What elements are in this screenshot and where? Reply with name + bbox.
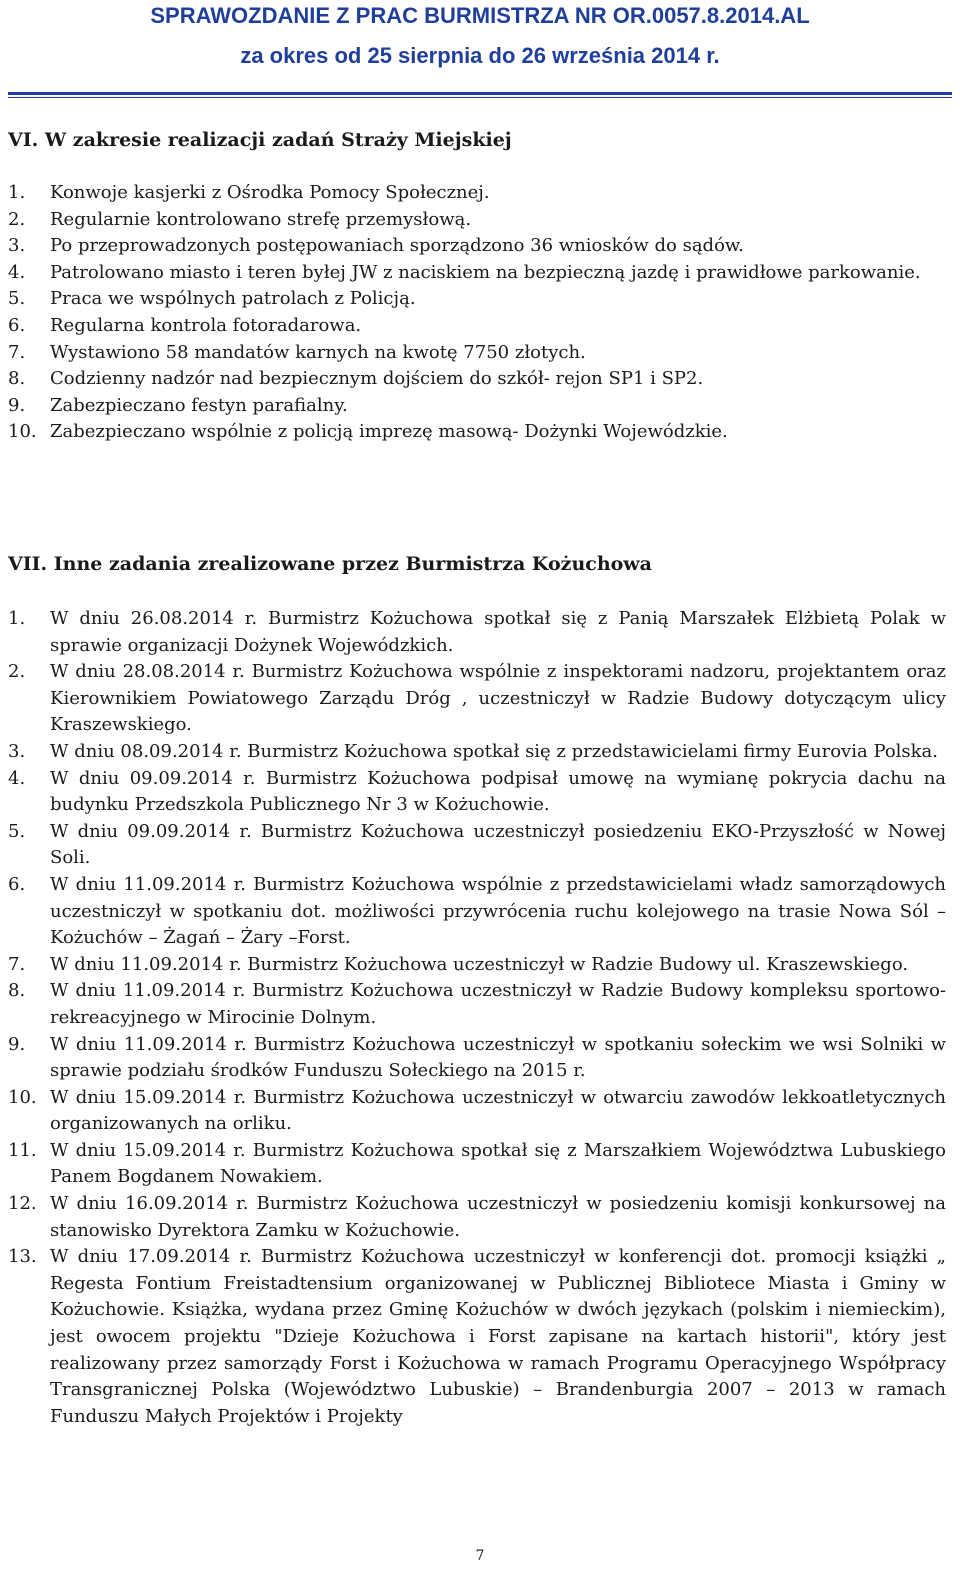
list-item-text: W dniu 11.09.2014 r. Burmistrz Kożuchowa wspólnie z przedstawicielami władz samorządowych uczestniczył w spotkaniu dot. możliwości przywrócenia ruchu kolejowego na trasie Nowa Sól – Kożuchów – Żagań – Żary –Forst. (50, 873, 946, 949)
list-item (8, 766, 946, 819)
list-item-number: 13. (8, 1246, 37, 1268)
list-item-text: W dniu 16.09.2014 r. Burmistrz Kożuchowa uczestniczył w posiedzeniu komisji konkursowej na stanowisko Dyrektora Zamku w Kożuchowie. (50, 1193, 946, 1241)
list-item-text: Praca we wspólnych patrolach z Policją. (50, 288, 416, 310)
list-item (8, 1032, 946, 1085)
list-item-number: 10. (8, 421, 37, 443)
list-item-text: W dniu 26.08.2014 r. Burmistrz Kożuchowa spotkał się z Panią Marszałek Elżbietą Polak w sprawie organizacji Dożynek Wojewódzkich. (50, 608, 946, 656)
list-item (8, 313, 946, 340)
list-item-number: 7. (8, 953, 26, 975)
list-item (8, 366, 946, 393)
list-item (8, 606, 946, 659)
list-item-text: W dniu 17.09.2014 r. Burmistrz Kożuchowa uczestniczył w konferencji dot. promocji książki „ Regesta Fontium Freistadtensium organizowanej w Publicznej Bibliotece Miasta i Gminy w Kożuchowie. Książka, wydana przez Gminę Kożuchów w dwóch językach (polskim i niemieckim), jest owocem projektu "Dzieje Kożuchowa i Forst zapisane na kartach historii", który jest realizowany przez samorządy Forst i Kożuchowa w ramach Programu Operacyjnego Współpracy Transgranicznej Polska (Województwo Lubuskie) – Brandenburgia 2007 – 2013 w ramach Funduszu Małych Projektów i Projekty (50, 1246, 946, 1427)
list-item-number: 11. (8, 1139, 37, 1161)
list-item-text: W dniu 15.09.2014 r. Burmistrz Kożuchowa uczestniczył w otwarciu zawodów lekkoatletycznych organizowanych na orliku. (50, 1086, 946, 1135)
list-item-text: Zabezpieczano festyn parafialny. (50, 394, 348, 416)
list-item-text: Po przeprowadzonych postępowaniach sporządzono 36 wniosków do sądów. (50, 235, 744, 257)
list-item (8, 872, 946, 952)
section-7-heading: VII. Inne zadania zrealizowane przez Burmistrza Kożuchowa (8, 553, 652, 575)
list-item-number: 4. (8, 261, 26, 283)
list-item (8, 419, 946, 446)
list-item-text: Codzienny nadzór nad bezpiecznym dojściem do szkół- rejon SP1 i SP2. (50, 368, 704, 390)
list-item (8, 260, 946, 287)
section-6-heading: VI. W zakresie realizacji zadań Straży Miejskiej (8, 129, 512, 151)
list-item-text: W dniu 09.09.2014 r. Burmistrz Kożuchowa podpisał umowę na wymianę pokrycia dachu na budynku Przedszkola Publicznego Nr 3 w Kożuchowie. (50, 767, 946, 816)
list-item (8, 739, 946, 766)
page-number: 7 (475, 1548, 485, 1564)
list-item (8, 952, 946, 979)
list-item-number: 5. (8, 820, 26, 842)
list-item-number: 7. (8, 341, 26, 363)
list-item (8, 659, 946, 739)
list-item-text: Konwoje kasjerki z Ośrodka Pomocy Społecznej. (50, 182, 490, 203)
list-item-number: 6. (8, 873, 26, 895)
list-item-number: 3. (8, 740, 26, 762)
list-item-number: 1. (8, 182, 26, 203)
list-item-number: 1. (8, 608, 26, 629)
list-item-text: W dniu 11.09.2014 r. Burmistrz Kożuchowa uczestniczył w spotkaniu sołeckim we wsi Solniki w sprawie podziału środków Funduszu Sołeckiego na 2015 r. (50, 1033, 946, 1082)
list-item-number: 4. (8, 767, 26, 789)
list-item (8, 1191, 946, 1244)
list-item (8, 1244, 946, 1430)
list-item (8, 233, 946, 260)
list-item-text: Zabezpieczano wspólnie z policją imprezę masową- Dożynki Wojewódzkie. (50, 421, 728, 443)
list-item-text: Regularnie kontrolowano strefę przemysłową. (50, 208, 472, 230)
list-item (8, 978, 946, 1031)
list-item-text: W dniu 11.09.2014 r. Burmistrz Kożuchowa uczestniczył w Radzie Budowy ul. Kraszewskiego. (50, 953, 909, 975)
list-item-text: W dniu 09.09.2014 r. Burmistrz Kożuchowa uczestniczył posiedzeniu EKO-Przyszłość w Nowej Soli. (50, 820, 946, 869)
list-item (8, 393, 946, 420)
section-7-list (8, 606, 946, 1430)
list-item-number: 10. (8, 1086, 37, 1108)
list-item-text: Regularna kontrola fotoradarowa. (50, 314, 362, 336)
list-item (8, 1138, 946, 1191)
list-item (8, 1085, 946, 1138)
header-rule (8, 92, 952, 95)
list-item-number: 8. (8, 980, 26, 1002)
list-item (8, 340, 946, 367)
list-item-number: 9. (8, 1033, 26, 1055)
list-item-number: 5. (8, 288, 26, 310)
section-6-list (8, 180, 946, 446)
list-item-number: 9. (8, 394, 26, 416)
list-item-number: 2. (8, 208, 26, 230)
list-item-number: 2. (8, 661, 26, 683)
list-item-text: Wystawiono 58 mandatów karnych na kwotę 7750 złotych. (50, 341, 586, 363)
report-period: za okres od 25 sierpnia do 26 września 2014 r. (240, 43, 720, 68)
report-title: SPRAWOZDANIE Z PRAC BURMISTRZA NR OR.0057.8.2014.AL (150, 3, 810, 28)
list-item-text: W dniu 28.08.2014 r. Burmistrz Kożuchowa wspólnie z inspektorami nadzoru, projektantem oraz Kierownikiem Powiatowego Zarządu Dróg , uczestniczył w Radzie Budowy dotyczącym ulicy Kraszewskiego. (50, 661, 946, 736)
list-item-number: 8. (8, 368, 26, 390)
header-rule-thin (8, 97, 952, 98)
list-item-text: Patrolowano miasto i teren byłej JW z naciskiem na bezpieczną jazdę i prawidłowe parkowanie. (50, 261, 921, 283)
list-item (8, 286, 946, 313)
list-item-text: W dniu 15.09.2014 r. Burmistrz Kożuchowa spotkał się z Marszałkiem Województwa Lubuskiego Panem Bogdanem Nowakiem. (50, 1139, 946, 1188)
list-item-number: 6. (8, 314, 26, 336)
list-item-number: 12. (8, 1193, 37, 1215)
list-item (8, 819, 946, 872)
list-item (8, 180, 946, 207)
list-item-number: 3. (8, 235, 26, 257)
list-item-text: W dniu 11.09.2014 r. Burmistrz Kożuchowa uczestniczył w Radzie Budowy kompleksu sportowo-rekreacyjnego w Mirocinie Dolnym. (50, 980, 946, 1028)
list-item-text: W dniu 08.09.2014 r. Burmistrz Kożuchowa spotkał się z przedstawicielami firmy Eurovia Polska. (50, 740, 939, 762)
list-item (8, 207, 946, 234)
